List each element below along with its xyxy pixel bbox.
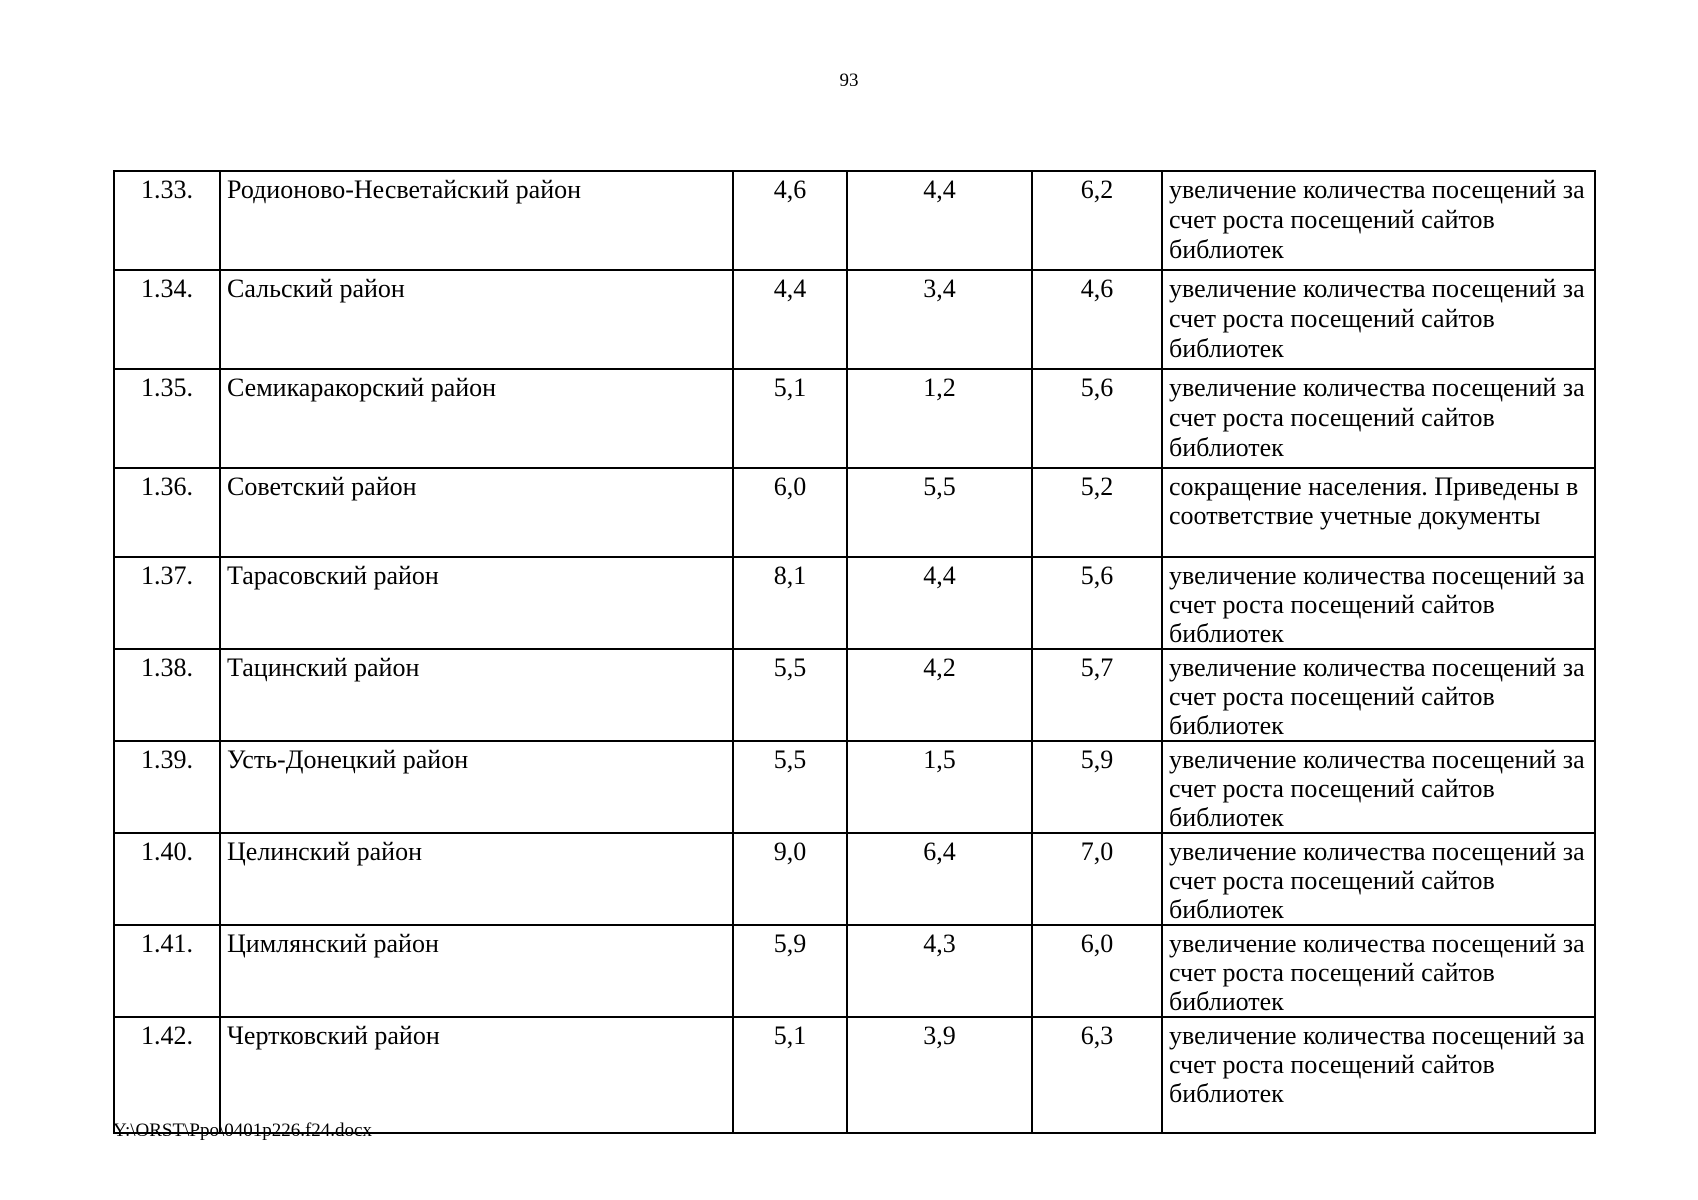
value-col-3: 5,6 — [1032, 557, 1162, 649]
value-col-1: 9,0 — [733, 833, 847, 925]
note-text: увеличение количества посещений за счет роста посещений сайтов библиотек — [1162, 741, 1595, 833]
table-row — [114, 270, 1595, 369]
value-col-2: 4,4 — [847, 171, 1032, 270]
district-name: Цимлянский район — [220, 925, 733, 1017]
district-name: Чертковский район — [220, 1017, 733, 1133]
value-col-1: 6,0 — [733, 468, 847, 557]
district-name: Семикаракорский район — [220, 369, 733, 468]
file-path-footer: Y:\ORST\Ppo\0401p226.f24.docx — [113, 1120, 372, 1141]
district-name: Советский район — [220, 468, 733, 557]
note-text: увеличение количества посещений за счет роста посещений сайтов библиотек — [1162, 925, 1595, 1017]
note-text: увеличение количества посещений за счет роста посещений сайтов библиотек — [1162, 557, 1595, 649]
value-col-3: 6,2 — [1032, 171, 1162, 270]
value-col-1: 5,5 — [733, 649, 847, 741]
row-number: 1.33. — [114, 171, 220, 270]
row-number: 1.42. — [114, 1017, 220, 1133]
note-text: увеличение количества посещений за счет роста посещений сайтов библиотек — [1162, 270, 1595, 369]
value-col-1: 4,4 — [733, 270, 847, 369]
note-text: увеличение количества посещений за счет роста посещений сайтов библиотек — [1162, 171, 1595, 270]
value-col-2: 1,5 — [847, 741, 1032, 833]
value-col-1: 5,1 — [733, 1017, 847, 1133]
value-col-2: 4,3 — [847, 925, 1032, 1017]
value-col-2: 1,2 — [847, 369, 1032, 468]
row-number: 1.37. — [114, 557, 220, 649]
note-text: сокращение населения. Приведены в соответствие учетные документы — [1162, 468, 1595, 557]
note-text: увеличение количества посещений за счет роста посещений сайтов библиотек — [1162, 649, 1595, 741]
value-col-1: 5,1 — [733, 369, 847, 468]
value-col-2: 4,2 — [847, 649, 1032, 741]
district-name: Целинский район — [220, 833, 733, 925]
value-col-3: 5,9 — [1032, 741, 1162, 833]
value-col-2: 6,4 — [847, 833, 1032, 925]
data-table — [113, 170, 1596, 1134]
district-name: Усть-Донецкий район — [220, 741, 733, 833]
table-row — [114, 833, 1595, 925]
value-col-3: 6,3 — [1032, 1017, 1162, 1133]
value-col-2: 3,9 — [847, 1017, 1032, 1133]
value-col-1: 5,9 — [733, 925, 847, 1017]
table-row — [114, 171, 1595, 270]
table-row — [114, 741, 1595, 833]
note-text: увеличение количества посещений за счет роста посещений сайтов библиотек — [1162, 833, 1595, 925]
note-text: увеличение количества посещений за счет роста посещений сайтов библиотек — [1162, 1017, 1595, 1133]
value-col-1: 4,6 — [733, 171, 847, 270]
value-col-2: 3,4 — [847, 270, 1032, 369]
district-name: Тарасовский район — [220, 557, 733, 649]
table-row — [114, 1017, 1595, 1133]
value-col-2: 4,4 — [847, 557, 1032, 649]
district-name: Сальский район — [220, 270, 733, 369]
row-number: 1.41. — [114, 925, 220, 1017]
table-row — [114, 468, 1595, 557]
row-number: 1.35. — [114, 369, 220, 468]
table-row — [114, 649, 1595, 741]
value-col-3: 5,6 — [1032, 369, 1162, 468]
value-col-1: 8,1 — [733, 557, 847, 649]
value-col-3: 5,7 — [1032, 649, 1162, 741]
table-row — [114, 925, 1595, 1017]
value-col-2: 5,5 — [847, 468, 1032, 557]
value-col-3: 7,0 — [1032, 833, 1162, 925]
row-number: 1.40. — [114, 833, 220, 925]
page-number: 93 — [839, 70, 859, 91]
table-row — [114, 557, 1595, 649]
district-name: Тацинский район — [220, 649, 733, 741]
table-row — [114, 369, 1595, 468]
value-col-3: 6,0 — [1032, 925, 1162, 1017]
value-col-3: 5,2 — [1032, 468, 1162, 557]
district-name: Родионово-Несветайский район — [220, 171, 733, 270]
value-col-1: 5,5 — [733, 741, 847, 833]
row-number: 1.34. — [114, 270, 220, 369]
note-text: увеличение количества посещений за счет роста посещений сайтов библиотек — [1162, 369, 1595, 468]
row-number: 1.38. — [114, 649, 220, 741]
value-col-3: 4,6 — [1032, 270, 1162, 369]
row-number: 1.36. — [114, 468, 220, 557]
row-number: 1.39. — [114, 741, 220, 833]
